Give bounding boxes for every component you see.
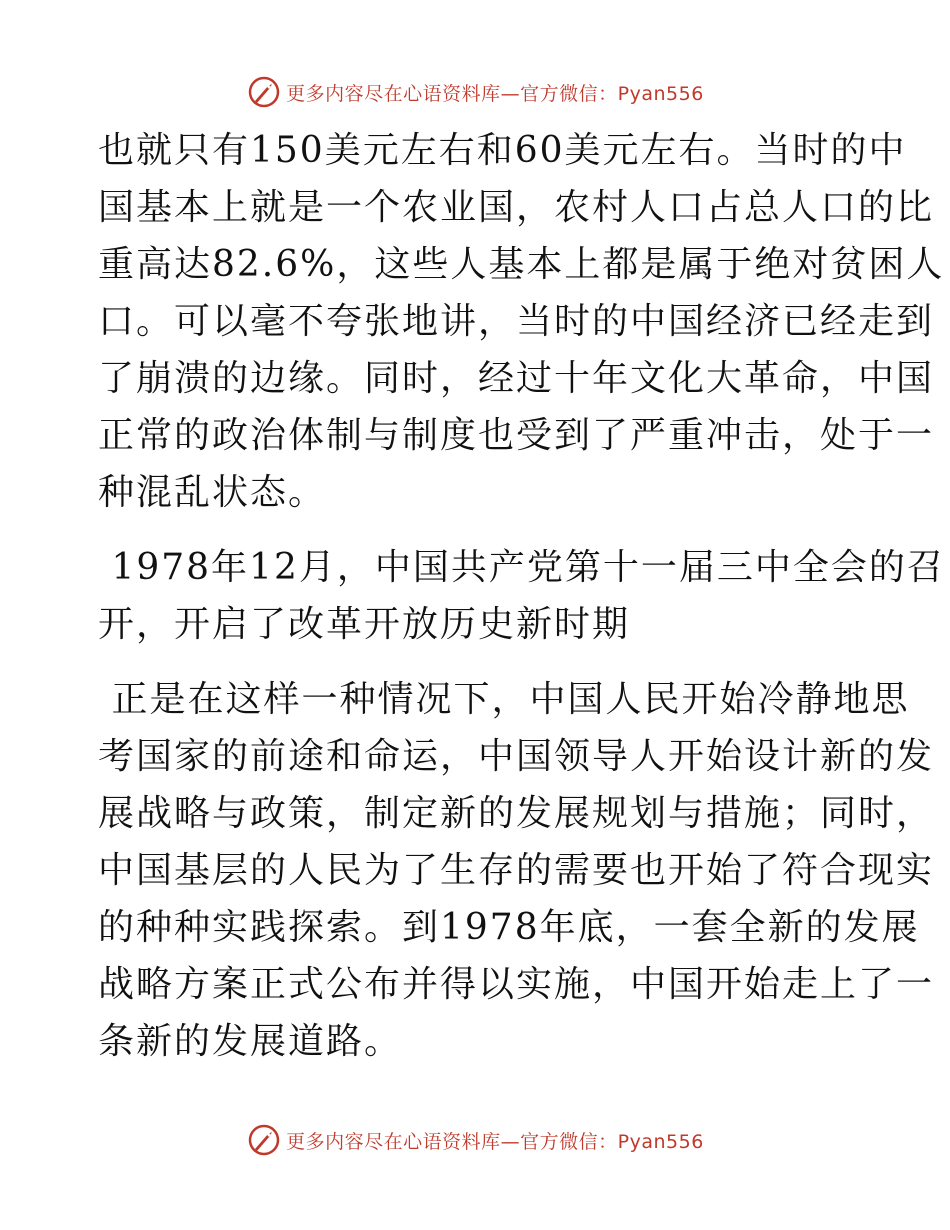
text-line: 中国基层的人民为了生存的需要也开始了符合现实 bbox=[98, 850, 935, 891]
footer-watermark bbox=[0, 1120, 950, 1160]
text-line: 重高达82.6%，这些人基本上都是属于绝对贫困人 bbox=[98, 244, 945, 285]
text-line: 了崩溃的边缘。同时，经过十年文化大革命，中国 bbox=[98, 358, 935, 399]
paragraph-1 bbox=[98, 122, 945, 521]
text-line: 国基本上就是一个农业国，农村人口占总人口的比 bbox=[98, 187, 935, 228]
paragraph-2 bbox=[98, 539, 945, 653]
text-line: 考国家的前途和命运，中国领导人开始设计新的发 bbox=[98, 736, 935, 777]
document-body bbox=[98, 122, 945, 1070]
text-line: 也就只有150美元左右和60美元左右。当时的中 bbox=[98, 130, 907, 171]
paragraph-3 bbox=[98, 671, 935, 1070]
text-line: 种混乱状态。 bbox=[98, 472, 327, 513]
text-line: 战略方案正式公布并得以实施，中国开始走上了一 bbox=[98, 964, 935, 1005]
watermark-text: 更多内容尽在心语资料库—官方微信：Pyan556 bbox=[286, 1130, 704, 1153]
header-watermark bbox=[0, 72, 950, 112]
text-line: 的种种实践探索。到1978年底，一套全新的发展 bbox=[98, 907, 920, 948]
text-line: 1978年12月，中国共产党第十一届三中全会的召 bbox=[98, 547, 945, 588]
text-line: 开，开启了改革开放历史新时期 bbox=[98, 604, 631, 645]
pen-nib-logo-icon bbox=[246, 74, 282, 110]
pen-nib-logo-icon bbox=[246, 1122, 282, 1158]
text-line: 口。可以毫不夸张地讲，当时的中国经济已经走到 bbox=[98, 301, 935, 342]
text-line: 条新的发展道路。 bbox=[98, 1021, 403, 1062]
text-line: 正是在这样一种情况下，中国人民开始冷静地思 bbox=[98, 679, 910, 720]
text-line: 展战略与政策，制定新的发展规划与措施；同时， bbox=[98, 793, 935, 834]
text-line: 正常的政治体制与制度也受到了严重冲击，处于一 bbox=[98, 415, 935, 456]
watermark-text: 更多内容尽在心语资料库—官方微信：Pyan556 bbox=[286, 82, 704, 105]
